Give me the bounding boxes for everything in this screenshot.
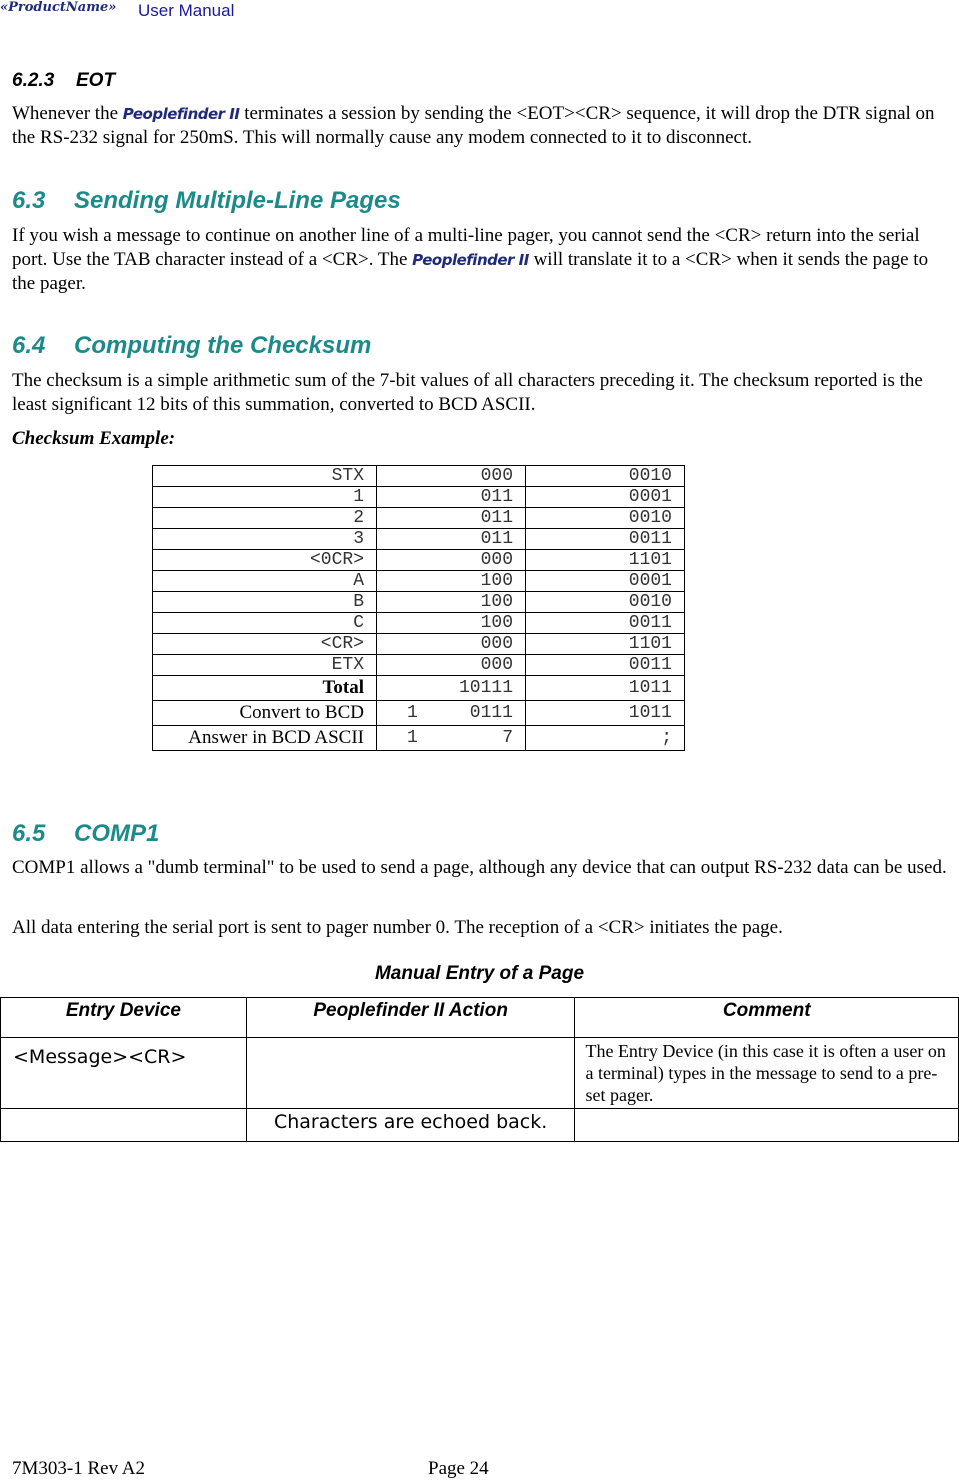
low-bits-cell: 0001 xyxy=(526,487,685,508)
char-cell: 2 xyxy=(153,508,377,529)
low-bits-cell: 0001 xyxy=(526,571,685,592)
low-bits-cell: 0011 xyxy=(526,655,685,676)
text-run: will translate it to a <CR> when it sends the page to the pager. xyxy=(12,249,929,294)
value-part: 1 xyxy=(407,703,418,723)
column-header: Entry Device xyxy=(1,998,247,1038)
value-part: 7 xyxy=(502,728,513,748)
section-number: 6.4 xyxy=(12,332,46,359)
table-row xyxy=(1,1109,959,1142)
checksum-example-label: Checksum Example: xyxy=(12,428,176,449)
char-cell: <0CR> xyxy=(153,550,377,571)
char-cell: 3 xyxy=(153,529,377,550)
footer-page-number: Page 24 xyxy=(428,1458,489,1479)
manual-entry-caption: Manual Entry of a Page xyxy=(374,963,585,984)
low-bits-cell: 0010 xyxy=(526,466,685,487)
checksum-paragraph: The checksum is a simple arithmetic sum of the 7-bit values of all characters preceding it. The checksum reported is the least significant 12 bits of this summation, converted to BCD ASCII. xyxy=(12,370,923,415)
high-bits-cell: 011 xyxy=(377,529,526,550)
header-product-name: «ProductName» xyxy=(0,0,117,15)
high-bits-cell: 100 xyxy=(377,571,526,592)
section-6-3-heading xyxy=(12,187,401,215)
low-bits-cell: 1101 xyxy=(526,550,685,571)
table-row xyxy=(153,634,685,655)
eot-paragraph xyxy=(12,102,947,150)
table-header-row xyxy=(1,998,959,1038)
text-run: terminates a session by sending the <EOT><CR> sequence, it will drop the DTR signal on the RS-232 signal for 250mS. This will normally cause any modem connected to it to disconnect. xyxy=(12,103,935,148)
table-row xyxy=(153,655,685,676)
high-bits-cell: 011 xyxy=(377,508,526,529)
high-bits-cell: 000 xyxy=(377,466,526,487)
bcd-row xyxy=(153,701,685,726)
section-number: 6.2.3 xyxy=(12,70,55,91)
low-bits-cell: 1011 xyxy=(526,701,685,726)
section-number: 6.3 xyxy=(12,187,46,214)
high-bits-cell: 011 xyxy=(377,487,526,508)
ascii-row xyxy=(153,726,685,751)
table-row xyxy=(153,613,685,634)
table-row xyxy=(153,592,685,613)
high-bits-cell: 100 xyxy=(377,613,526,634)
action-cell: Characters are echoed back. xyxy=(246,1109,575,1142)
action-cell xyxy=(246,1038,575,1109)
section-number: 6.5 xyxy=(12,820,46,847)
footer-doc-number: 7M303-1 Rev A2 xyxy=(12,1458,145,1479)
table-row xyxy=(153,550,685,571)
table-row xyxy=(153,487,685,508)
char-cell: <CR> xyxy=(153,634,377,655)
column-header: Comment xyxy=(575,998,959,1038)
section-6-4-heading xyxy=(12,332,371,360)
section-6-5-heading xyxy=(12,820,159,848)
split-value xyxy=(377,703,513,723)
manual-entry-table xyxy=(0,997,959,1142)
column-header: Peoplefinder II Action xyxy=(246,998,575,1038)
section-title: Computing the Checksum xyxy=(74,332,372,359)
char-cell: C xyxy=(153,613,377,634)
brand-name: Peoplefinder II xyxy=(412,251,529,269)
comp1-paragraph-2: All data entering the serial port is sent to pager number 0. The reception of a <CR> initiates the page. xyxy=(12,917,783,938)
table-row xyxy=(153,466,685,487)
header-manual-title: User Manual xyxy=(138,1,235,20)
section-title: COMP1 xyxy=(74,820,160,847)
high-bits-cell: 000 xyxy=(377,550,526,571)
low-bits-cell: ; xyxy=(526,726,685,751)
section-title: EOT xyxy=(76,70,116,91)
char-cell: B xyxy=(153,592,377,613)
low-bits-cell: 0010 xyxy=(526,592,685,613)
bcd-row-label: Convert to BCD xyxy=(153,701,377,726)
high-bits-cell xyxy=(377,726,526,751)
comp1-paragraph-1: COMP1 allows a "dumb terminal" to be used to send a page, although any device that can output RS-232 data can be used. xyxy=(12,857,947,878)
low-bits-cell: 0011 xyxy=(526,613,685,634)
ascii-row-label: Answer in BCD ASCII xyxy=(153,726,377,751)
low-bits-cell: 1011 xyxy=(526,676,685,701)
checksum-table xyxy=(152,465,685,751)
char-cell: 1 xyxy=(153,487,377,508)
brand-name: Peoplefinder II xyxy=(122,105,240,123)
comment-cell: The Entry Device (in this case it is often a user on a terminal) types in the message to send to a pre-set pager. xyxy=(575,1038,959,1109)
entry-cell: <Message><CR> xyxy=(1,1038,247,1109)
high-bits-cell: 000 xyxy=(377,655,526,676)
char-cell: ETX xyxy=(153,655,377,676)
table-row xyxy=(153,508,685,529)
split-value xyxy=(377,728,513,748)
text-run: If you wish a message to continue on another line of a multi-line pager, you cannot send the <CR> return into the serial port. Use the TAB character instead of a <CR>. The xyxy=(12,225,920,270)
text-run: Whenever the xyxy=(12,103,123,124)
multiline-paragraph xyxy=(12,224,947,296)
value-part: 1 xyxy=(407,728,418,748)
high-bits-cell xyxy=(377,701,526,726)
char-cell: STX xyxy=(153,466,377,487)
table-row xyxy=(1,1038,959,1109)
comment-cell xyxy=(575,1109,959,1142)
low-bits-cell: 0011 xyxy=(526,529,685,550)
char-cell: A xyxy=(153,571,377,592)
low-bits-cell: 1101 xyxy=(526,634,685,655)
table-row xyxy=(153,571,685,592)
section-title: Sending Multiple-Line Pages xyxy=(74,187,401,214)
high-bits-cell: 10111 xyxy=(377,676,526,701)
high-bits-cell: 100 xyxy=(377,592,526,613)
total-row xyxy=(153,676,685,701)
entry-cell xyxy=(1,1109,247,1142)
section-6-2-3-heading xyxy=(12,70,115,92)
low-bits-cell: 0010 xyxy=(526,508,685,529)
high-bits-cell: 000 xyxy=(377,634,526,655)
total-label: Total xyxy=(153,676,377,701)
table-row xyxy=(153,529,685,550)
value-part: 0111 xyxy=(469,703,513,723)
